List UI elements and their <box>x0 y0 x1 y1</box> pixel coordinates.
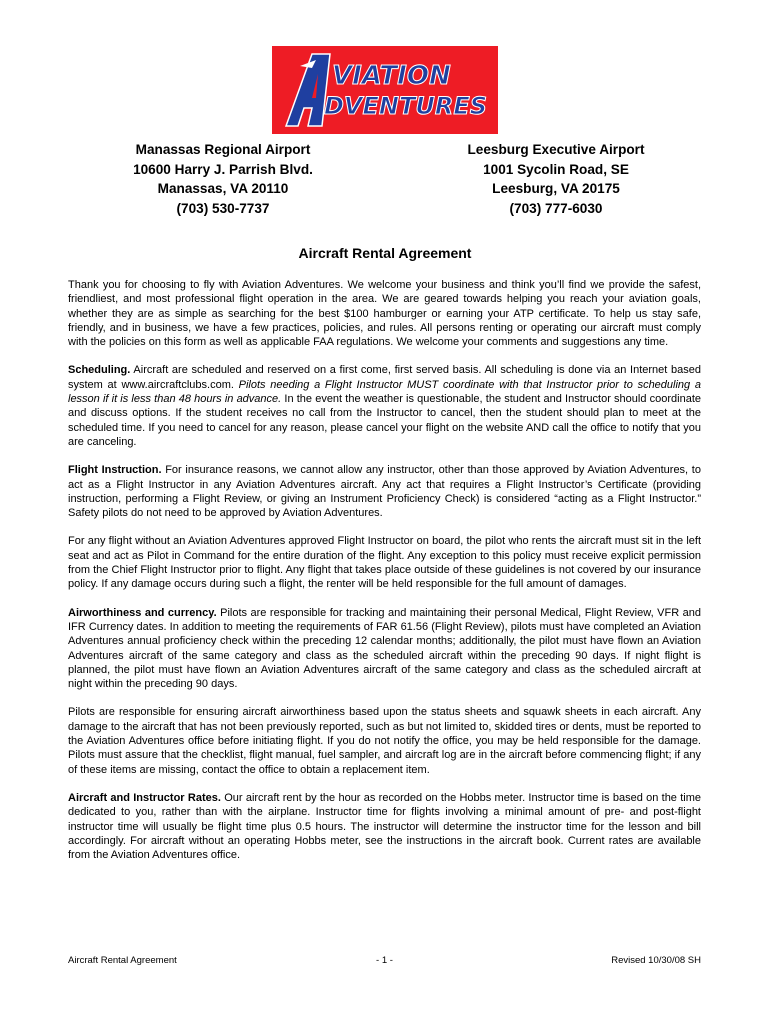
logo-graphic <box>272 46 498 134</box>
footer-document-name: Aircraft Rental Agreement <box>68 955 177 966</box>
rates-heading: Aircraft and Instructor Rates. <box>68 791 221 804</box>
document-title: Aircraft Rental Agreement <box>298 245 472 261</box>
airport-city: Manassas, VA 20110 <box>157 181 289 197</box>
airworthiness-heading: Airworthiness and currency. <box>68 606 217 619</box>
flight-instruction-text: For insurance reasons, we cannot allow any instructor, other than those approved by Aviation Adventures, to act as a Flight Instructor in any Aviation Adventures aircraft. Any act that requires a Flight Instructor’s Certificate (providing instruction, performing a Flight Review, or giving an Instrument Proficiency Check) is considered “acting as a Flight Instructor.” Safety pilots do not need to be approved by Aviation Adventures. <box>68 464 701 520</box>
aviation-adventures-logo <box>272 46 498 134</box>
intro-paragraph: Thank you for choosing to fly with Aviation Adventures. We welcome your business and think you’ll find we provide the safest, friendliest, and most professional flight operation in the area. We are geared towards helping you reach your aviation goals, whether they are as simple as searching for the best $100 hamburger or earning your ATP certificate. To help us stay safe, friendly, and in business, we have a few practices, policies, and rules. All persons renting or operating our aircraft must comply with the policies on this form as well as applicable FAA regulations. We welcome your comments and suggestions any time. <box>68 279 701 349</box>
scheduling-text-continued: In the event the weather is questionable, the student and Instructor should coordinate and discuss options. If the student receives no call from the Instructor to cancel, then the student should plan to meet at the scheduled time. If you need to cancel for any reason, please cancel your flight on the website AND call the office to notify that you are canceling. <box>68 393 701 448</box>
agreement-body <box>68 278 701 876</box>
airworthiness-paragraph <box>68 606 701 692</box>
rates-paragraph <box>68 791 701 862</box>
logo-line1: VIATION <box>332 61 451 91</box>
scheduling-heading: Scheduling. <box>68 364 131 377</box>
airport-city: Leesburg, VA 20175 <box>492 181 620 197</box>
footer-page-number: - 1 - <box>376 955 393 966</box>
airworthiness-text: Pilots are responsible for tracking and maintaining their personal Medical, Flight Review, VFR and IFR Currency dates. In addition to meeting the requirements of FAR 61.56 (Flight Review), pilots must have completed an Aviation Adventures annual proficiency check within the preceding 12 calendar months; additionally, the pilot must have flown an Aviation Adventures aircraft of the same category and class as the scheduled aircraft within the preceding 90 days. If night flight is planned, the pilot must have flown an Aviation Adventures aircraft of the same category and class as the scheduled aircraft at night within the preceding 90 days. <box>68 606 701 691</box>
airport-phone: (703) 777-6030 <box>509 200 603 216</box>
scheduling-paragraph <box>68 363 701 449</box>
airport-name: Leesburg Executive Airport <box>467 142 645 157</box>
flight-instruction-heading: Flight Instruction. <box>68 464 162 477</box>
airport-street: 1001 Sycolin Road, SE <box>483 161 629 177</box>
logo-line2: DVENTURES <box>324 92 487 120</box>
footer-revision: Revised 10/30/08 SH <box>611 955 701 966</box>
airport-street: 10600 Harry J. Parrish Blvd. <box>133 161 313 177</box>
address-leesburg <box>441 140 671 218</box>
scheduling-text: Aircraft are scheduled and reserved on a first come, first served basis. All scheduling is done via an Internet based system at www.aircraftclubs.com. <box>68 364 701 391</box>
approved-instructor-paragraph: For any flight without an Aviation Adventures approved Flight Instructor on board, the pilot who rents the aircraft must sit in the left seat and act as Pilot in Command for the entire duration of the flight. Any exception to this policy must receive explicit permission from the Chief Flight Instructor prior to flight. Any flight that takes place outside of these guidelines is not covered by our insurance policy. If any damage occurs during such a flight, the renter will be held responsible for the full amount of damages. <box>68 535 701 591</box>
pilots-responsible-paragraph: Pilots are responsible for ensuring aircraft airworthiness based upon the status sheets and squawk sheets in each aircraft. Any damage to the aircraft that has not been previously reported, such as but not limited to, skidded tires or dents, must be reported to the Aviation Adventures office before initiating flight. If you do not notify the office, you may be held responsible for the damage. Pilots must assure that the checklist, flight manual, fuel sampler, and aircraft log are in the aircraft before commencing flight; if any of these items are missing, contact the office to obtain a replacement item. <box>68 706 701 776</box>
airport-name: Manassas Regional Airport <box>135 142 311 157</box>
address-manassas <box>110 140 336 218</box>
scheduling-italic-text: Pilots needing a Flight Instructor MUST coordinate with that Instructor prior to scheduling a lesson if it is less than 48 hours in advance. <box>68 378 701 406</box>
flight-instruction-paragraph <box>68 463 701 520</box>
airport-phone: (703) 530-7737 <box>176 200 270 216</box>
rates-text: Our aircraft rent by the hour as recorded on the Hobbs meter. Instructor time is based on the time dedicated to you, rather than with the airplane. Instructor time for flights involving a minimal amount of pre- and post-flight instructor time will usually be flight time plus 0.5 hours. The instructor will determine the instructor time for the lesson and bill accordingly. For aircraft without an operating Hobbs meter, see the instructions in the aircraft book. Current rates are available from the Aviation Adventures office. <box>68 791 701 862</box>
